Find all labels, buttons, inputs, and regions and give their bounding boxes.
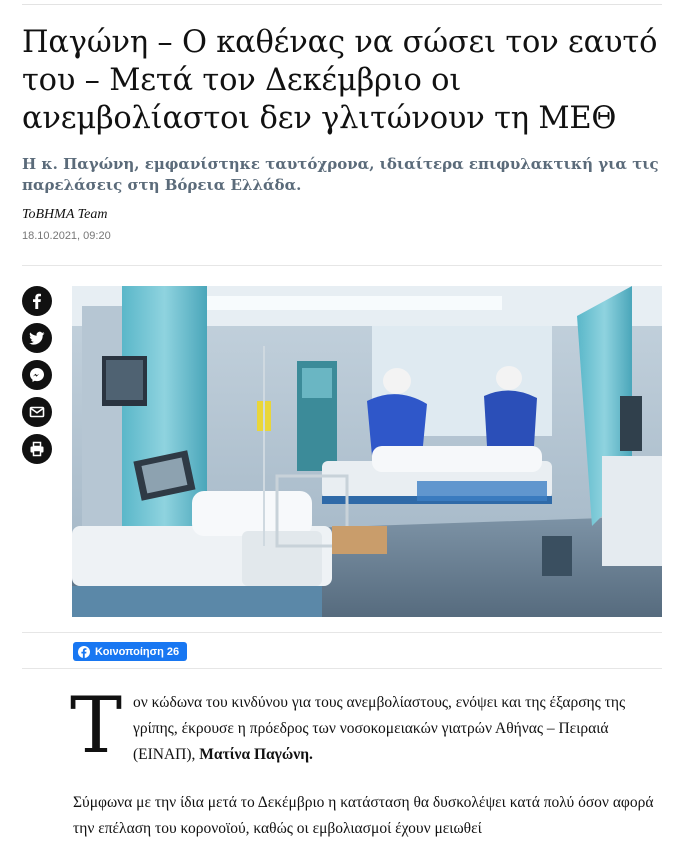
author-link[interactable]: ToBHMA Team xyxy=(22,207,108,222)
messenger-icon xyxy=(29,367,45,383)
share-messenger-button[interactable] xyxy=(22,360,52,390)
lead-text: ον κώδωνα του κινδύνου για τους ανεμβολίαστους, ενόψει και της έξαρσης της γρίπης, έκρουσε η πρόεδρος των νοσοκομειακών γιατρών Αθήνας – Πειραιά (ΕΙΝΑΠ), xyxy=(133,694,626,763)
facebook-share-button[interactable] xyxy=(73,642,187,661)
share-rail xyxy=(22,286,52,471)
share-twitter-button[interactable] xyxy=(22,323,52,353)
print-button[interactable] xyxy=(22,434,52,464)
drop-cap: Τ xyxy=(70,681,123,771)
lead-bold-name: Ματίνα Παγώνη. xyxy=(199,746,313,763)
article-subtitle: Η κ. Παγώνη, εμφανίστηκε ταυτόχρονα, ιδιαίτερα επιφυλακτική για τις παρελάσεις στη Βόρεια Ελλάδα. xyxy=(22,155,659,194)
icu-scene-illustration xyxy=(72,286,662,617)
share-facebook-button[interactable] xyxy=(22,286,52,316)
print-icon xyxy=(29,441,45,457)
share-email-button[interactable] xyxy=(22,397,52,427)
publish-date: 18.10.2021, 09:20 xyxy=(22,230,111,242)
share-divider-bottom xyxy=(22,668,662,669)
lead-paragraph xyxy=(133,690,663,768)
article-hero-image xyxy=(72,286,662,617)
header-divider xyxy=(22,265,662,266)
share-divider-top xyxy=(22,632,662,633)
facebook-share-label: Κοινοποίηση 26 xyxy=(95,645,180,658)
facebook-icon xyxy=(29,293,45,309)
facebook-icon xyxy=(78,646,90,658)
twitter-icon xyxy=(29,330,45,346)
body-paragraph: Σύμφωνα με την ίδια μετά το Δεκέμβριο η κατάσταση θα δυσκολέψει κατά πολύ όσον αφορά την επέλαση του κορονοϊού, καθώς οι εμβολιασμοί έχουν μειωθεί xyxy=(73,794,654,837)
article-title: Παγώνη – Ο καθένας να σώσει τον εαυτό του – Μετά τον Δεκέμβριο οι ανεμβολίαστοι δεν γλιτώνουν τη ΜΕΘ xyxy=(22,25,658,136)
top-divider xyxy=(22,0,662,5)
email-icon xyxy=(29,404,45,420)
